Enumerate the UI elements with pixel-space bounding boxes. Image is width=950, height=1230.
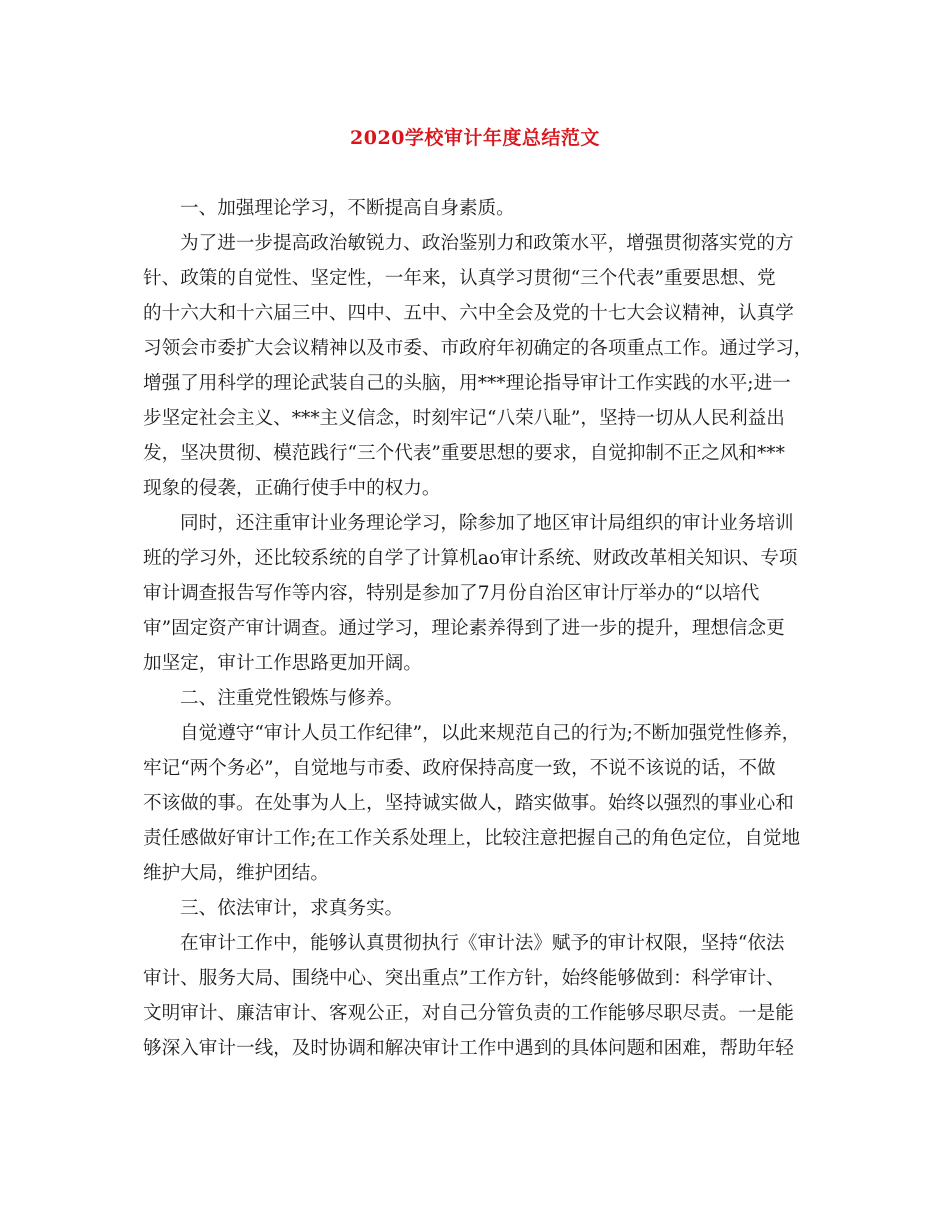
- paragraph-line: 审计、服务大局、围绕中心、突出重点”工作方针，始终能够做到：科学审计、: [143, 968, 785, 989]
- paragraph-line: 的十六大和十六届三中、四中、五中、六中全会及党的十七大会议精神，认真学: [143, 303, 794, 324]
- paragraph-line: 习领会市委扩大会议精神以及市委、市政府年初确定的各项重点工作。通过学习，: [143, 338, 813, 359]
- document-title: 2020学校审计年度总结范文: [350, 127, 600, 149]
- paragraph-line: 维护大局，维护团结。: [143, 863, 329, 884]
- paragraph-line: 为了进一步提高政治敏锐力、政治鉴别力和政策水平，增强贯彻落实党的方: [180, 233, 794, 254]
- paragraph-line: 自觉遵守“审计人员工作纪律”，以此来规范自己的行为;不断加强党性修养，: [180, 723, 801, 744]
- section-heading-3: 三、依法审计，求真务实。: [180, 898, 404, 919]
- paragraph-line: 在审计工作中，能够认真贯彻执行《审计法》赋予的审计权限，坚持“依法: [180, 933, 785, 954]
- paragraph-line: 牢记“两个务必”，自觉地与市委、政府保持高度一致，不说不该说的话，不做: [143, 758, 776, 779]
- paragraph-line: 发，坚决贯彻、模范践行“三个代表”重要思想的要求，自觉抑制不正之风和***: [143, 443, 785, 464]
- paragraph-line: 现象的侵袭，正确行使手中的权力。: [143, 478, 441, 499]
- paragraph-line: 加坚定，审计工作思路更加开阔。: [143, 653, 422, 674]
- paragraph-line: 针、政策的自觉性、坚定性，一年来，认真学习贯彻“三个代表”重要思想、党: [143, 268, 776, 289]
- paragraph-line: 够深入审计一线，及时协调和解决审计工作中遇到的具体问题和困难，帮助年轻: [143, 1038, 794, 1059]
- section-heading-1: 一、加强理论学习，不断提高自身素质。: [180, 198, 515, 219]
- paragraph-line: 文明审计、廉洁审计、客观公正，对自己分管负责的工作能够尽职尽责。一是能: [143, 1003, 794, 1024]
- paragraph-line: 增强了用科学的理论武装自己的头脑，用***理论指导审计工作实践的水平;进一: [143, 373, 791, 394]
- paragraph-line: 步坚定社会主义、***主义信念，时刻牢记“八荣八耻”，坚持一切从人民利益出: [143, 408, 785, 429]
- paragraph-line: 不该做的事。在处事为人上，坚持诚实做人，踏实做事。始终以强烈的事业心和: [143, 793, 794, 814]
- paragraph-line: 审”固定资产审计调查。通过学习，理论素养得到了进一步的提升，理想信念更: [143, 618, 785, 639]
- paragraph-line: 审计调查报告写作等内容，特别是参加了7月份自治区审计厅举办的“以培代: [143, 583, 760, 604]
- section-heading-2: 二、注重党性锻炼与修养。: [180, 688, 404, 709]
- paragraph-line: 班的学习外，还比较系统的自学了计算机ao审计系统、财政改革相关知识、专项: [143, 548, 798, 569]
- paragraph-line: 同时，还注重审计业务理论学习，除参加了地区审计局组织的审计业务培训: [180, 513, 794, 534]
- paragraph-line: 责任感做好审计工作;在工作关系处理上，比较注意把握自己的角色定位，自觉地: [143, 828, 801, 849]
